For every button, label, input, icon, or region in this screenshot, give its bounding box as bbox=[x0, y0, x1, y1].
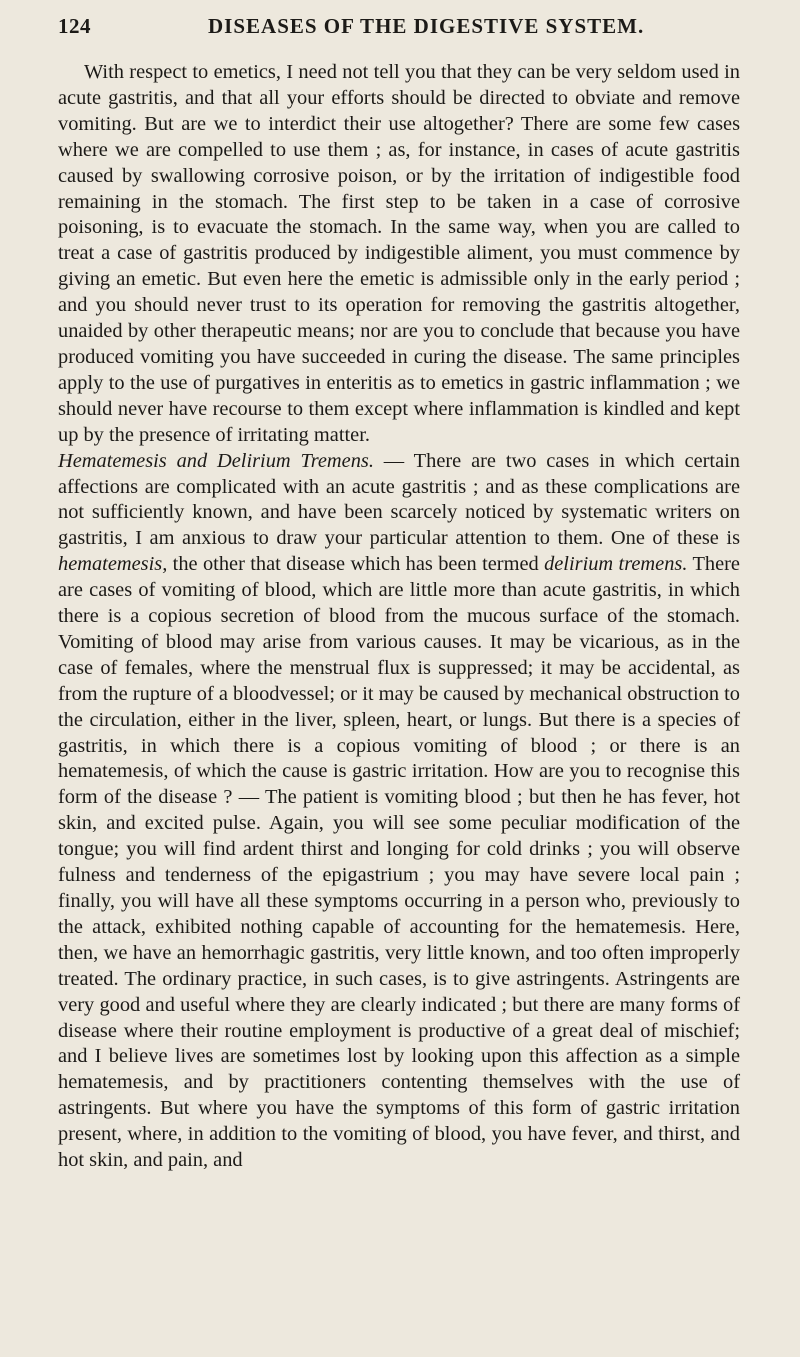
paragraph-emetics bbox=[58, 60, 740, 449]
italic-term-hematemesis: hematemesis, bbox=[58, 553, 168, 576]
running-head bbox=[58, 14, 740, 60]
paragraph-text: — There are two cases in which certain affections are complicated with an acute gastritis ; and as these complications are not sufficiently known, and have been scarcely noticed by systematic writers on gastritis, I am anxious to draw your particular attention to them. One of these is bbox=[58, 449, 740, 550]
page-number: 124 bbox=[58, 14, 91, 38]
section-heading: Hematemesis and Delirium Tremens. bbox=[58, 449, 374, 472]
body-text bbox=[58, 60, 740, 1174]
paragraph-hematemesis bbox=[58, 449, 740, 1174]
italic-term-delirium-tremens: delirium tremens. bbox=[544, 553, 688, 576]
running-title: DISEASES OF THE DIGESTIVE SYSTEM. bbox=[208, 14, 645, 38]
paragraph-text: With respect to emetics, I need not tell you that they can be very seldom used in acute gastritis, and that all your efforts should be directed to obviate and remove vomiting. But are we to interdict their use altogether? There are some few cases where we are compelled to use them ; as, for instance, in cases of acute gastritis caused by swallowing corrosive poison, or by the irritation of indigestible food remaining in the stomach. The first step to be taken in a case of corrosive poisoning, is to evacuate the stomach. In the same way, when you are called to treat a case of gastritis produced by indigestible aliment, you must commence by giving an emetic. But even here the emetic is admissible only in the early period ; and you should never trust to its operation for removing the gastritis altogether, unaided by other therapeutic means; nor are you to conclude that because you have produced vomiting you have succeeded in curing the disease. The same principles apply to the use of purgatives in enteritis as to emetics in gastric inflammation ; we should never have recourse to them except where inflammation is kindled and kept up by the presence of irritating matter. bbox=[58, 61, 740, 446]
paragraph-text: There are cases of vomiting of blood, which are little more than acute gastritis, in which there is a copious secretion of blood from the mucous surface of the stomach. Vomiting of blood may arise from various causes. It may be vicarious, as in the case of females, where the menstrual flux is suppressed; it may be accidental, as from the rupture of a bloodvessel; or it may be caused by mechanical obstruction to the circulation, either in the liver, spleen, heart, or lungs. But there is a species of gastritis, in which there is a copious vomiting of blood ; or there is an hematemesis, of which the cause is gastric irritation. How are you to recognise this form of the disease ? — The patient is vomiting blood ; but then he has fever, hot skin, and excited pulse. Again, you will see some peculiar modification of the tongue; you will find ardent thirst and longing for cold drinks ; you will observe fulness and tenderness of the epigastrium ; you may have severe local pain ; finally, you will have all these symptoms occurring in a person who, previously to the attack, exhibited nothing capable of accounting for the hematemesis. Here, then, we have an hemorrhagic gastritis, very little known, and too often improperly treated. The ordinary practice, in such cases, is to give astringents. Astringents are very good and useful where they are clearly indicated ; but there are many forms of disease where their routine employment is productive of a great deal of mischief; and I believe lives are sometimes lost by looking upon this affection as a simple hematemesis, and by practitioners contenting themselves with the use of astringents. But where you have the symptoms of this form of gastric irritation present, where, in addition to the vomiting of blood, you have fever, and thirst, and hot skin, and pain, and bbox=[58, 553, 740, 1172]
paragraph-text: the other that disease which has been termed bbox=[167, 553, 545, 576]
